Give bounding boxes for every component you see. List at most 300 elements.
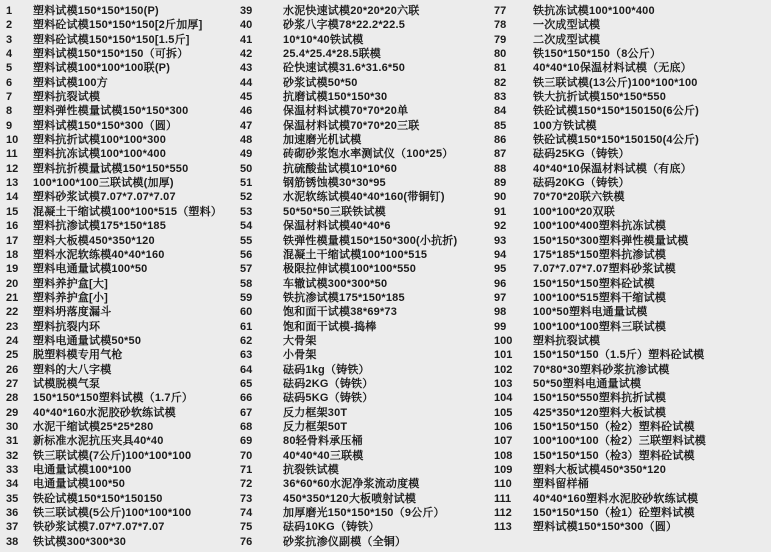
list-item <box>6 449 240 463</box>
item-number: 26 <box>6 363 19 376</box>
item-label: 铁大抗折试模150*150*550 <box>533 91 667 104</box>
item-label: 塑料坍落度漏斗 <box>33 306 112 319</box>
list-item <box>6 506 240 520</box>
item-label: 极限拉伸试模100*100*550 <box>283 263 417 276</box>
item-number: 13 <box>6 177 19 190</box>
item-number: 1 <box>6 5 13 17</box>
item-label: 铁抗渗试模175*150*185 <box>283 291 405 304</box>
list-item <box>240 176 494 190</box>
item-label: 反力框架50T <box>283 420 348 433</box>
item-label: 新标准水泥抗压夹具40*40 <box>33 435 164 448</box>
list-item <box>240 535 494 549</box>
list-item <box>494 133 765 147</box>
list-item <box>6 147 240 161</box>
item-number: 17 <box>6 234 19 247</box>
item-number: 111 <box>494 492 512 505</box>
list-item <box>494 348 765 362</box>
list-item <box>240 234 494 248</box>
list-item <box>494 234 765 248</box>
list-item <box>240 33 494 47</box>
list-item <box>6 320 240 334</box>
list-item <box>6 262 240 276</box>
list-item <box>240 133 494 147</box>
item-number: 91 <box>494 205 507 218</box>
item-label: 塑料抗裂内环 <box>33 320 101 333</box>
list-item <box>6 535 240 549</box>
list-item <box>240 377 494 391</box>
list-item <box>494 190 765 204</box>
list-item <box>494 18 765 32</box>
item-number: 89 <box>494 177 507 190</box>
item-number: 103 <box>494 377 513 390</box>
item-label: 100*100*515塑料干缩试模 <box>533 291 667 304</box>
item-label: 铁弹性模量模150*150*300(小抗折) <box>283 234 458 247</box>
list-item <box>494 406 765 420</box>
item-label: 150*150*150（检3）塑料砼试模 <box>533 449 695 462</box>
list-item <box>494 449 765 463</box>
item-label: 二次成型试模 <box>533 33 601 46</box>
item-label: 饱和面干试模-捣棒 <box>283 320 377 333</box>
item-label: 水泥软练试模40*40*160(带铜钉) <box>283 191 445 204</box>
item-number: 21 <box>6 291 19 304</box>
item-number: 11 <box>6 148 18 161</box>
list-item <box>240 76 494 90</box>
item-number: 32 <box>6 449 19 462</box>
item-label: 反力框架30T <box>283 406 348 419</box>
list-item <box>6 61 240 75</box>
item-label: 砼快速试模31.6*31.6*50 <box>283 62 406 75</box>
list-item <box>6 406 240 420</box>
list-item <box>494 90 765 104</box>
item-label: 砝码10KG（铸铁） <box>283 521 380 534</box>
list-item <box>494 492 765 506</box>
item-label: 175*185*150塑料抗渗试模 <box>533 248 667 261</box>
item-number: 104 <box>494 392 513 405</box>
item-label: 铁砼试模150*150*150150(4公斤) <box>533 134 700 147</box>
item-number: 96 <box>494 277 507 290</box>
item-number: 99 <box>494 320 507 333</box>
item-label: 塑料留样桶 <box>533 478 589 491</box>
item-label: 80轻骨料承压桶 <box>283 435 363 448</box>
item-number: 108 <box>494 449 513 462</box>
item-number: 90 <box>494 191 507 204</box>
item-number: 58 <box>240 277 253 290</box>
item-number: 28 <box>6 392 19 405</box>
item-label: 铁砼试模150*150*150150 <box>33 492 163 505</box>
item-number: 41 <box>240 33 253 46</box>
item-number: 24 <box>6 334 19 347</box>
item-number: 81 <box>494 62 507 75</box>
list-item <box>6 520 240 534</box>
item-number: 45 <box>240 91 253 104</box>
item-label: 电通量试模100*50 <box>33 478 126 491</box>
list-item <box>494 4 765 18</box>
list-item <box>240 506 494 520</box>
item-label: 小骨架 <box>283 349 317 362</box>
list-item <box>6 119 240 133</box>
list-item <box>6 205 240 219</box>
list-item <box>240 47 494 61</box>
item-number: 100 <box>494 334 513 347</box>
item-number: 48 <box>240 134 253 147</box>
list-item <box>494 420 765 434</box>
item-label: 塑料养护盒[小] <box>33 291 108 304</box>
item-number: 6 <box>6 76 13 89</box>
item-number: 66 <box>240 392 253 405</box>
item-number: 77 <box>494 5 507 17</box>
list-item <box>6 291 240 305</box>
item-number: 33 <box>6 464 19 476</box>
item-label: 425*350*120塑料大板试模 <box>533 406 667 419</box>
list-item <box>494 363 765 377</box>
item-number: 52 <box>240 191 253 204</box>
item-number: 69 <box>240 435 253 448</box>
item-label: 塑料抗裂试模 <box>33 91 101 104</box>
item-number: 106 <box>494 420 513 433</box>
list-item <box>240 406 494 420</box>
list-item <box>240 334 494 348</box>
list-item <box>494 463 765 477</box>
list-item <box>494 334 765 348</box>
item-label: 450*350*120大板喷射试模 <box>283 492 417 505</box>
list-item <box>494 520 765 534</box>
item-label: 铁试模300*300*30 <box>33 535 127 548</box>
item-label: 50*50*50三联铁试模 <box>283 205 386 218</box>
item-label: 150*150*150（1.5斤）塑料砼试模 <box>533 349 705 362</box>
item-number: 53 <box>240 205 253 218</box>
item-number: 51 <box>240 177 253 190</box>
list-item <box>494 277 765 291</box>
item-number: 64 <box>240 363 253 376</box>
item-label: 保温材料试模40*40*6 <box>283 220 391 233</box>
item-label: 水泥快速试模20*20*20六联 <box>283 5 420 17</box>
item-number: 12 <box>6 162 19 175</box>
item-number: 56 <box>240 248 253 261</box>
item-number: 86 <box>494 134 507 147</box>
item-label: 砖砌砂浆饱水率测试仪（100*25） <box>283 148 454 161</box>
item-label: 塑料抗裂试模 <box>533 334 601 347</box>
item-number: 60 <box>240 306 253 319</box>
item-number: 37 <box>6 521 19 534</box>
list-item <box>240 277 494 291</box>
item-label: 砂浆八字模78*22.2*22.5 <box>283 19 406 32</box>
item-number: 85 <box>494 119 507 132</box>
item-number: 55 <box>240 234 253 247</box>
item-number: 112 <box>494 507 512 520</box>
item-number: 27 <box>6 377 19 390</box>
list-item <box>240 104 494 118</box>
item-number: 34 <box>6 478 19 491</box>
list-item <box>6 434 240 448</box>
item-label: 40*40*160水泥胶砂软练试模 <box>33 406 176 419</box>
item-label: 塑料试模100方 <box>33 76 108 89</box>
item-label: 大骨架 <box>283 334 317 347</box>
list-item <box>240 61 494 75</box>
item-label: 40*40*160塑料水泥胶砂软练试模 <box>533 492 699 505</box>
item-label: 36*60*60水泥净浆流动度模 <box>283 478 420 491</box>
item-number: 83 <box>494 91 507 104</box>
item-number: 67 <box>240 406 253 419</box>
list-item <box>6 4 240 18</box>
item-label: 70*80*30塑料砂浆抗渗试模 <box>533 363 670 376</box>
item-number: 30 <box>6 420 19 433</box>
item-label: 塑料抗渗试模175*150*185 <box>33 220 167 233</box>
item-number: 39 <box>240 5 253 17</box>
item-number: 68 <box>240 420 253 433</box>
list-item <box>240 477 494 491</box>
item-number: 74 <box>240 507 253 520</box>
item-label: 加速磨光机试模 <box>283 134 362 147</box>
item-number: 4 <box>6 48 13 61</box>
item-label: 铁砼试模150*150*150150(6公斤) <box>533 105 700 118</box>
item-number: 113 <box>494 521 512 534</box>
item-label: 铁砂浆试模7.07*7.07*7.07 <box>33 521 165 534</box>
list-item <box>240 420 494 434</box>
item-label: 25.4*25.4*28.5联模 <box>283 48 381 61</box>
item-label: 塑料大板试模450*350*120 <box>533 464 667 476</box>
item-number: 76 <box>240 535 253 548</box>
list-item <box>494 76 765 90</box>
item-label: 铁三联试模(13公斤)100*100*100 <box>533 76 698 89</box>
item-number: 46 <box>240 105 253 118</box>
item-label: 100*100*100三联试模(加厚) <box>33 177 174 190</box>
item-label: 40*40*40三联模 <box>283 449 364 462</box>
item-label: 塑料水泥软练模40*40*160 <box>33 248 165 261</box>
item-label: 铁抗冻试模100*100*400 <box>533 5 655 17</box>
item-number: 72 <box>240 478 253 491</box>
item-number: 94 <box>494 248 507 261</box>
list-item <box>6 90 240 104</box>
item-label: 饱和面干试模38*69*73 <box>283 306 398 319</box>
item-number: 15 <box>6 205 19 218</box>
list-item <box>494 162 765 176</box>
list-item <box>494 262 765 276</box>
list-item <box>240 119 494 133</box>
item-label: 塑料抗冻试模100*100*400 <box>33 148 167 161</box>
item-label: 150*150*150塑料砼试模 <box>533 277 655 290</box>
item-label: 塑料养护盒[大] <box>33 277 108 290</box>
list-column-3 <box>494 4 765 552</box>
item-number: 88 <box>494 162 507 175</box>
list-item <box>6 176 240 190</box>
item-label: 塑料试模150*150*150(P) <box>33 5 159 17</box>
item-number: 25 <box>6 349 19 362</box>
item-label: 砂浆试模50*50 <box>283 76 358 89</box>
item-label: 50*50塑料电通量试模 <box>533 377 642 390</box>
list-item <box>240 248 494 262</box>
item-number: 7 <box>6 91 13 104</box>
item-label: 塑料砼试模150*150*150[2斤加厚] <box>33 19 203 32</box>
list-item <box>494 506 765 520</box>
list-item <box>6 162 240 176</box>
item-number: 105 <box>494 406 513 419</box>
item-label: 40*40*10保温材料试模（无底） <box>533 62 692 75</box>
item-number: 93 <box>494 234 507 247</box>
item-label: 铁三联试模(7公斤)100*100*100 <box>33 449 192 462</box>
list-item <box>494 61 765 75</box>
item-number: 35 <box>6 492 19 505</box>
item-number: 10 <box>6 134 19 147</box>
list-item <box>240 348 494 362</box>
item-number: 49 <box>240 148 253 161</box>
item-number: 42 <box>240 48 253 61</box>
item-label: 塑料砂浆试模7.07*7.07*7.07 <box>33 191 176 204</box>
list-item <box>494 291 765 305</box>
list-item <box>494 305 765 319</box>
list-item <box>240 463 494 477</box>
item-number: 78 <box>494 19 507 32</box>
item-number: 29 <box>6 406 19 419</box>
list-item <box>6 305 240 319</box>
item-label: 塑料抗折模量试模150*150*550 <box>33 162 189 175</box>
item-label: 塑料砼试模150*150*150[1.5斤] <box>33 33 190 46</box>
item-number: 40 <box>240 19 253 32</box>
item-number: 50 <box>240 162 253 175</box>
list-item <box>494 33 765 47</box>
item-number: 36 <box>6 507 19 520</box>
item-number: 75 <box>240 521 253 534</box>
list-item <box>494 147 765 161</box>
list-item <box>6 47 240 61</box>
item-label: 水泥干缩试模25*25*280 <box>33 420 154 433</box>
list-item <box>6 348 240 362</box>
item-label: 100*50塑料电通量试模 <box>533 306 648 319</box>
item-label: 砝码2KG（铸铁） <box>283 377 374 390</box>
list-item <box>6 104 240 118</box>
item-label: 铁三联试模(5公斤)100*100*100 <box>33 507 192 520</box>
list-item <box>240 162 494 176</box>
item-number: 97 <box>494 291 507 304</box>
item-number: 47 <box>240 119 253 132</box>
item-number: 63 <box>240 349 253 362</box>
item-label: 塑料大板模450*350*120 <box>33 234 155 247</box>
item-label: 塑料抗折试模100*100*300 <box>33 134 167 147</box>
item-number: 59 <box>240 291 253 304</box>
list-item <box>494 219 765 233</box>
item-label: 保温材料试模70*70*20单 <box>283 105 409 118</box>
item-label: 抗硫酸盐试模10*10*60 <box>283 162 398 175</box>
item-label: 保温材料试模70*70*20三联 <box>283 119 420 132</box>
list-item <box>240 305 494 319</box>
list-item <box>240 291 494 305</box>
item-label: 150*150*150（检1）砼塑料试模 <box>533 507 695 520</box>
item-number: 9 <box>6 119 13 132</box>
list-item <box>6 377 240 391</box>
list-item <box>494 119 765 133</box>
item-number: 54 <box>240 220 253 233</box>
list-item <box>240 363 494 377</box>
list-item <box>494 477 765 491</box>
list-item <box>6 420 240 434</box>
item-number: 98 <box>494 306 507 319</box>
item-label: 抗磨试模150*150*30 <box>283 91 388 104</box>
item-number: 3 <box>6 33 13 46</box>
item-label: 塑料的大八字模 <box>33 363 112 376</box>
item-label: 车辙试模300*300*50 <box>283 277 388 290</box>
item-number: 2 <box>6 19 13 32</box>
item-label: 混凝土干缩试模100*100*515（塑料） <box>33 205 223 218</box>
item-label: 砝码5KG（铸铁） <box>283 392 374 405</box>
list-item <box>494 391 765 405</box>
item-label: 7.07*7.07*7.07塑料砂浆试模 <box>533 263 676 276</box>
item-label: 试模脱模气泵 <box>33 377 101 390</box>
list-item <box>494 434 765 448</box>
list-item <box>240 219 494 233</box>
item-label: 砂浆抗渗仪副模（全铜） <box>283 535 407 548</box>
list-item <box>240 391 494 405</box>
item-number: 109 <box>494 464 513 476</box>
item-label: 脱塑料模专用气枪 <box>33 349 123 362</box>
list-item <box>6 391 240 405</box>
item-label: 150*150*150（检2）塑料砼试模 <box>533 420 695 433</box>
item-label: 抗裂铁试模 <box>283 464 339 476</box>
item-number: 38 <box>6 535 19 548</box>
list-item <box>240 18 494 32</box>
item-label: 150*150*550塑料抗折试模 <box>533 392 667 405</box>
list-item <box>494 47 765 61</box>
item-number: 62 <box>240 334 253 347</box>
list-item <box>240 492 494 506</box>
item-number: 92 <box>494 220 507 233</box>
item-label: 混凝土干缩试模100*100*515 <box>283 248 428 261</box>
list-item <box>240 190 494 204</box>
item-number: 22 <box>6 306 19 319</box>
item-number: 82 <box>494 76 507 89</box>
list-item <box>6 219 240 233</box>
item-number: 65 <box>240 377 253 390</box>
item-label: 砝码20KG（铸铁） <box>533 177 630 190</box>
item-number: 31 <box>6 435 19 448</box>
item-label: 70*70*20联六铁模 <box>533 191 625 204</box>
item-number: 8 <box>6 105 13 118</box>
item-label: 加厚磨光150*150*150（9公斤） <box>283 507 445 520</box>
item-label: 钢筋锈蚀模30*30*95 <box>283 177 386 190</box>
item-label: 塑料电通量试模50*50 <box>33 334 142 347</box>
list-item <box>6 133 240 147</box>
list-item <box>240 4 494 18</box>
list-item <box>494 104 765 118</box>
item-number: 95 <box>494 263 507 276</box>
item-number: 71 <box>240 464 253 476</box>
list-item <box>6 190 240 204</box>
item-number: 79 <box>494 33 507 46</box>
item-label: 电通量试模100*100 <box>33 464 132 476</box>
item-label: 塑料试模150*150*300（圆） <box>33 119 178 132</box>
list-item <box>6 234 240 248</box>
list-item <box>240 147 494 161</box>
item-number: 43 <box>240 62 253 75</box>
item-label: 10*10*40铁试模 <box>283 33 364 46</box>
item-number: 101 <box>494 349 513 362</box>
item-label: 砝码25KG（铸铁） <box>533 148 630 161</box>
item-label: 40*40*10保温材料试模（有底） <box>533 162 692 175</box>
item-label: 塑料试模100*100*100联(P) <box>33 62 171 75</box>
list-item <box>240 449 494 463</box>
item-number: 14 <box>6 191 19 204</box>
list-item <box>6 248 240 262</box>
item-number: 20 <box>6 277 19 290</box>
list-item <box>240 262 494 276</box>
list-item <box>240 320 494 334</box>
list-item <box>240 90 494 104</box>
item-number: 102 <box>494 363 513 376</box>
list-item <box>494 176 765 190</box>
item-label: 塑料试模150*150*300（圆） <box>533 521 678 534</box>
list-column-1 <box>0 4 240 552</box>
list-column-2 <box>240 4 494 552</box>
list-item <box>6 76 240 90</box>
item-number: 110 <box>494 478 512 491</box>
